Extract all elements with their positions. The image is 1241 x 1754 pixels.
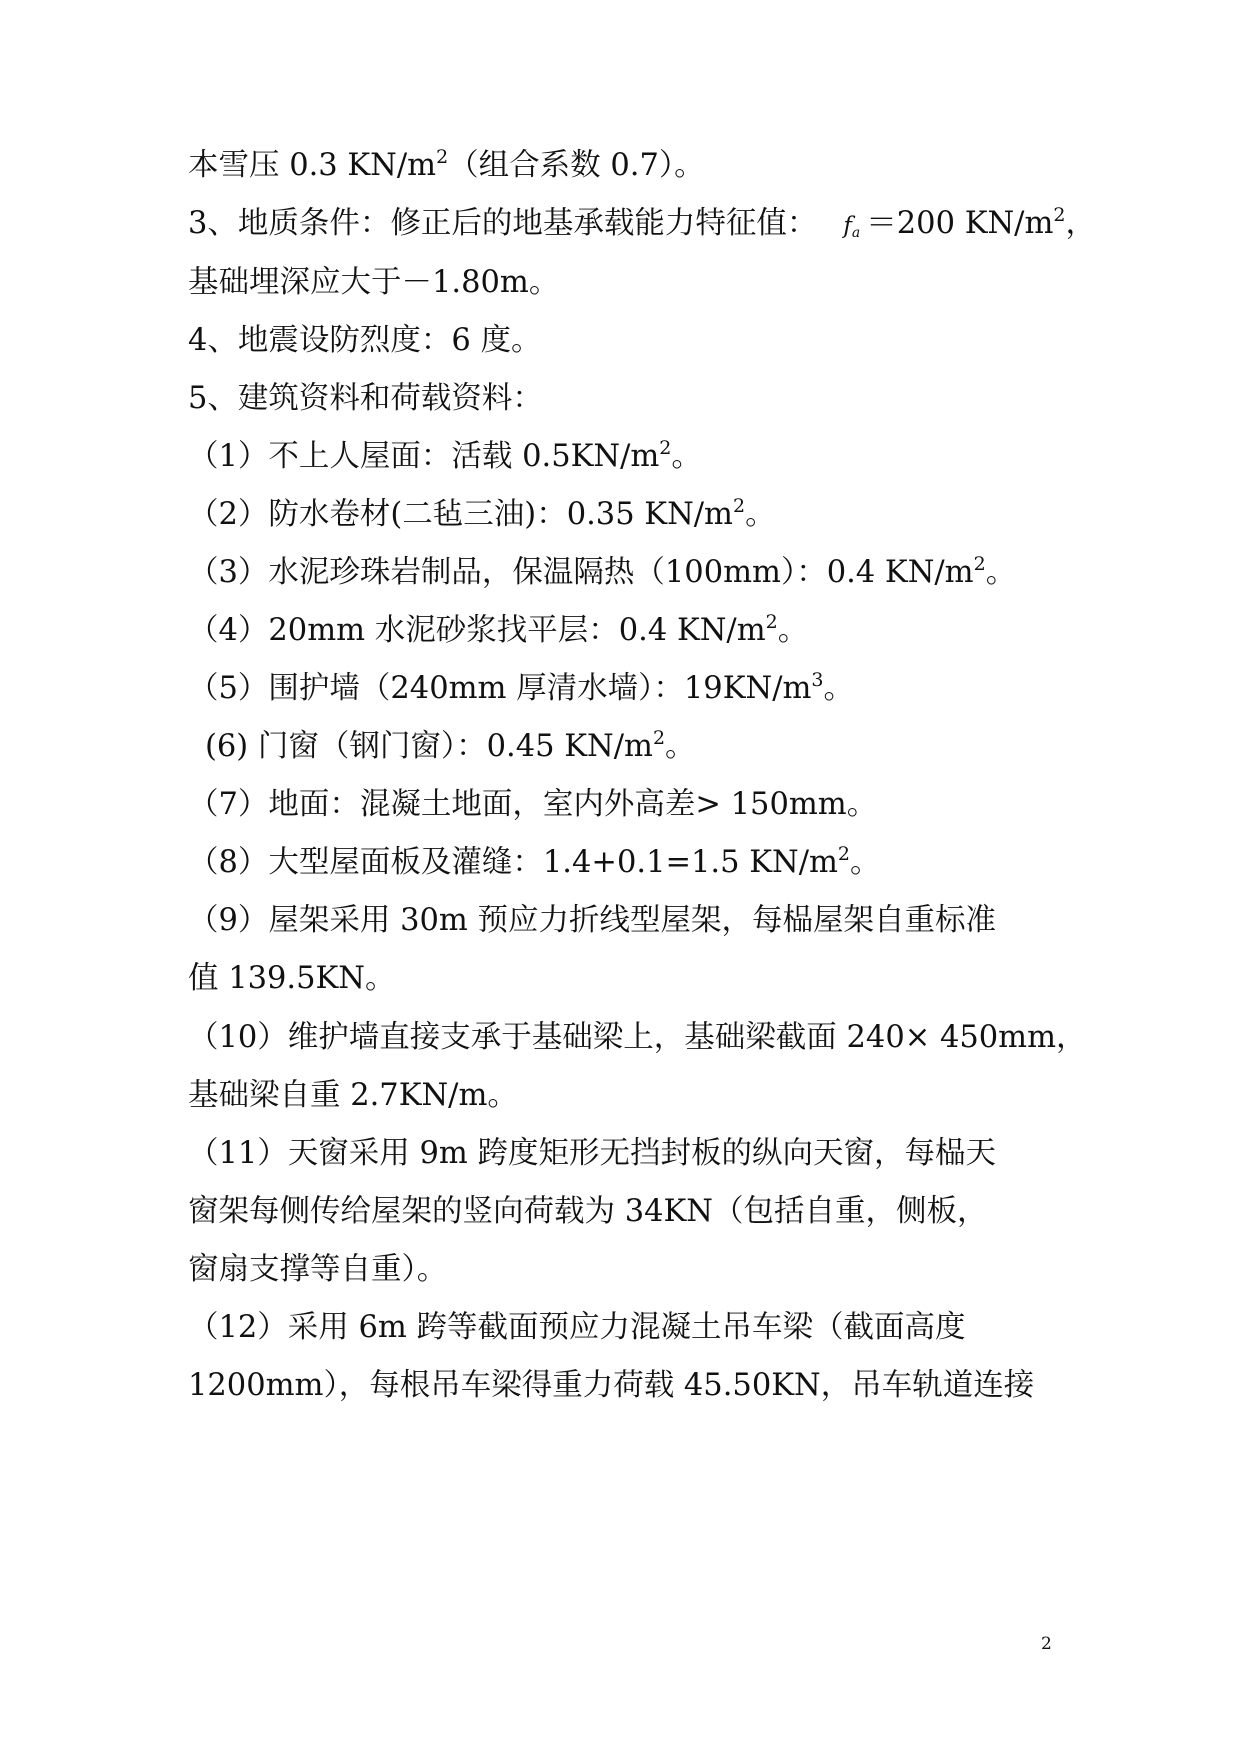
text-line-22: 1200mm），每根吊车梁得重力荷载 45.50KN，吊车轨道连接 (188, 1368, 1035, 1403)
text-line-9: （4）20mm 水泥砂浆找平层：0.4 $KN/m^2$。 (188, 611, 809, 648)
text-line-15: 值 139.5KN。 (188, 961, 396, 996)
text-line-5: 5、建筑资料和荷载资料： (188, 381, 543, 416)
text-line-17: 基础梁自重 2.7KN/m。 (188, 1078, 518, 1113)
superscript: 3 (811, 669, 824, 691)
superscript: 2 (1053, 204, 1066, 226)
text-line-18: （11）天窗采用 9m 跨度矩形无挡封板的纵向天窗，每榀天 (188, 1136, 997, 1171)
text-line-4: 4、地震设防烈度：6 度。 (188, 323, 542, 358)
superscript: 2 (436, 146, 449, 168)
text-line-1 (188, 146, 705, 186)
superscript: 2 (765, 611, 778, 633)
text-line-8: （3）水泥珍珠岩制品，保温隔热（100mm）：0.4 $KN/m^2$。 (188, 553, 1017, 590)
superscript: 2 (652, 727, 666, 749)
text-line-20: 窗扇支撑等自重）。 (188, 1252, 448, 1287)
superscript: 2 (973, 553, 986, 575)
line-1-text: 本雪压 0.3 KN/m (188, 148, 437, 183)
line-2-tail: ， (1065, 206, 1096, 241)
text-line-14: （9）屋架采用 30m 预应力折线型屋架，每榀屋架自重标准 (188, 903, 997, 938)
page-number: 2 (1041, 1634, 1052, 1654)
text-line-13: （8）大型屋面板及灌缝：1.4+0.1=1.5 $KN/m^2$。 (188, 843, 881, 880)
superscript: 2 (659, 437, 672, 459)
text-line-21: （12）采用 6m 跨等截面预应力混凝土吊车梁（截面高度 (188, 1310, 966, 1345)
superscript: 2 (837, 843, 850, 865)
line-1-tail: （组合系数 0.7）。 (448, 148, 705, 183)
superscript: 2 (732, 495, 746, 517)
text-line-19: 窗架每侧传给屋架的竖向荷载为 34KN（包括自重，侧板， (188, 1194, 988, 1229)
fa-symbol: $f_a$ (843, 213, 861, 241)
text-line-2 (188, 204, 1096, 253)
text-line-16: （10）维护墙直接支承于基础梁上，基础梁截面 240× 450mm， (188, 1020, 1087, 1055)
text-line-3: 基础埋深应大于－1.80m。 (188, 265, 560, 300)
text-line-10: （5）围护墙（240mm 厚清水墙）：$19KN/m^3$。 (188, 669, 854, 706)
line-2-text: 3、地质条件：修正后的地基承载能力特征值： (188, 206, 818, 241)
text-line-12: （7）地面：混凝土地面，室内外高差> 150mm。 (188, 787, 878, 822)
text-line-6: （1）不上人屋面：活载 $0.5KN/m^2$。 (188, 437, 702, 474)
line-2-value: ＝200 KN/m (866, 206, 1054, 241)
text-line-11: (6) 门窗（钢门窗）：0.45 $KN/m^2$。 (205, 727, 696, 764)
text-line-7: （2）防水卷材(二毡三油)：0.35 $KN/m^2$。 (188, 495, 776, 532)
